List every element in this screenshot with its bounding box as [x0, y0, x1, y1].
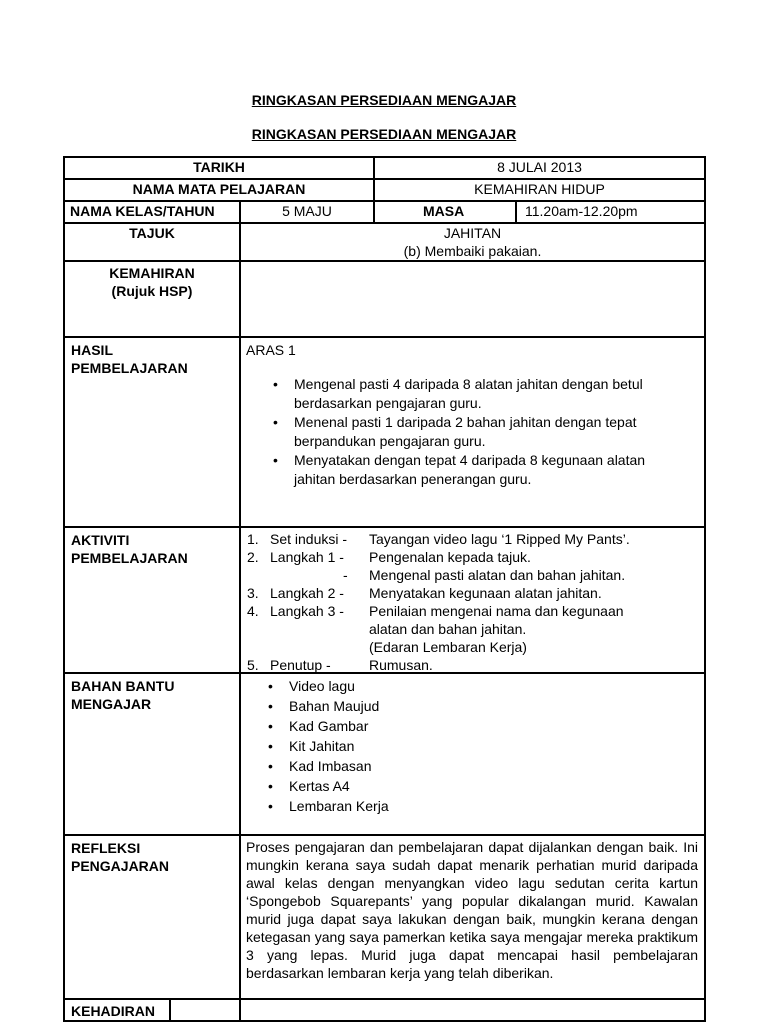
hasil-label-cell: [63, 336, 241, 528]
masa-label: MASA: [373, 200, 517, 224]
activity-step: Langkah 2 -: [270, 585, 344, 601]
activity-text: Mengenal pasti alatan dan bahan jahitan.: [369, 567, 626, 583]
activity-row: [241, 638, 704, 656]
tajuk-subtitle: (b) Membaiki pakaian.: [403, 243, 542, 259]
activity-list: [241, 530, 704, 674]
document-subtitle: RINGKASAN PERSEDIAAN MENGAJAR: [251, 126, 517, 142]
hasil-label: HASIL: [71, 342, 113, 358]
teaching-aid-item: • Bahan Maujud: [241, 696, 704, 716]
activity-text: Penilaian mengenai nama dan kegunaan: [369, 603, 624, 619]
aktiviti-label: AKTIVITI: [71, 532, 130, 548]
activity-row: [241, 584, 704, 602]
aras-label: ARAS 1: [246, 342, 296, 358]
subject-value: KEMAHIRAN HIDUP: [373, 178, 706, 202]
tajuk-title: JAHITAN: [443, 225, 502, 241]
activity-step: Set induksi -: [270, 531, 348, 547]
teaching-aid-item: • Kad Imbasan: [241, 756, 704, 776]
learning-outcome-item: • Mengenal pasti 4 daripada 8 alatan jahitan dengan betul berdasarkan pengajaran guru.: [246, 375, 684, 413]
lesson-plan-table: [63, 156, 706, 1022]
activity-text: Menyatakan kegunaan alatan jahitan.: [369, 585, 602, 601]
activity-row: [241, 620, 704, 638]
activity-number: 5.: [247, 657, 259, 673]
tarikh-value: 8 JULAI 2013: [373, 156, 706, 180]
tajuk-label: TAJUK: [63, 222, 241, 262]
teaching-aid-item: • Video lagu: [241, 676, 704, 696]
teaching-aids-list: [241, 676, 704, 816]
class-label: NAMA KELAS/TAHUN: [63, 200, 241, 224]
kemahiran-label: KEMAHIRAN: [109, 265, 195, 281]
hasil-sublabel: PEMBELAJARAN: [71, 360, 188, 376]
activity-text: (Edaran Lembaran Kerja): [369, 639, 527, 655]
aktiviti-sublabel: PEMBELAJARAN: [71, 550, 188, 566]
activity-number: 4.: [247, 603, 259, 619]
learning-outcomes-list: [246, 375, 684, 489]
refleksi-label-cell: [63, 834, 241, 1000]
bahan-sublabel: MENGAJAR: [71, 696, 152, 712]
masa-value: 11.20am-12.20pm: [515, 200, 706, 224]
teaching-aid-item: • Kit Jahitan: [241, 736, 704, 756]
bahan-label: BAHAN BANTU: [71, 678, 175, 694]
activity-row: [241, 602, 704, 620]
activity-number: 3.: [247, 585, 259, 601]
teaching-aid-item: • Kad Gambar: [241, 716, 704, 736]
activity-number: 2.: [247, 549, 259, 565]
activity-step: -: [343, 567, 348, 583]
learning-outcome-item: • Menenal pasti 1 daripada 2 bahan jahitan dengan tepat berpandukan pengajaran guru.: [246, 413, 684, 451]
activity-text: Pengenalan kepada tajuk.: [369, 549, 531, 565]
activity-step: Penutup -: [270, 657, 331, 673]
refleksi-label: REFLEKSI: [71, 840, 141, 856]
tajuk-cell: [239, 222, 706, 262]
activity-text: alatan dan bahan jahitan.: [369, 621, 527, 637]
activity-step: Langkah 3 -: [270, 603, 344, 619]
kehadiran-value: [239, 998, 706, 1022]
teaching-aid-item: • Kertas A4: [241, 776, 704, 796]
activity-row: [241, 566, 704, 584]
activity-step: Langkah 1 -: [270, 549, 344, 565]
learning-outcome-item: • Menyatakan dengan tepat 4 daripada 8 kegunaan alatan jahitan berdasarkan penerangan guru.: [246, 451, 684, 489]
kehadiran-label: KEHADIRAN: [63, 998, 171, 1022]
hasil-content: [239, 336, 706, 528]
document-title: RINGKASAN PERSEDIAAN MENGAJAR: [251, 92, 517, 108]
class-value: 5 MAJU: [239, 200, 375, 224]
aktiviti-content: [239, 526, 706, 674]
kemahiran-label-cell: [63, 260, 241, 338]
activity-text: Tayangan video lagu ‘1 Ripped My Pants’.: [369, 531, 630, 547]
kemahiran-value: [239, 260, 706, 338]
kemahiran-sublabel: (Rujuk HSP): [111, 283, 193, 299]
tarikh-label: TARIKH: [63, 156, 375, 180]
activity-row: [241, 530, 704, 548]
bahan-content: [239, 672, 706, 836]
activity-row: [241, 548, 704, 566]
activity-number: 1.: [247, 531, 259, 547]
activity-text: Rumusan.: [369, 657, 433, 673]
teaching-aid-item: • Lembaran Kerja: [241, 796, 704, 816]
kehadiran-spacer: [169, 998, 241, 1022]
refleksi-text: Proses pengajaran dan pembelajaran dapat dijalankan dengan baik. Ini mungkin kerana saya sudah dapat menarik perhatian murid daripada awal kelas dengan menyangkan video lagu sedutan cerita kartun ‘Spongebob Squarepants’ yang popular dikalangan murid. Kawalan murid juga dapat saya lakukan dengan baik, mungkin kerana dengan ketegasan yang saya pamerkan ketika saya mengajar mereka praktikum 3 yang lepas. Murid juga dapat mencapai hasil pembelajaran berdasarkan lembaran kerja yang telah diberikan.: [239, 834, 706, 1000]
refleksi-sublabel: PENGAJARAN: [71, 858, 170, 874]
subject-label: NAMA MATA PELAJARAN: [63, 178, 375, 202]
aktiviti-label-cell: [63, 526, 241, 674]
bahan-label-cell: [63, 672, 241, 836]
